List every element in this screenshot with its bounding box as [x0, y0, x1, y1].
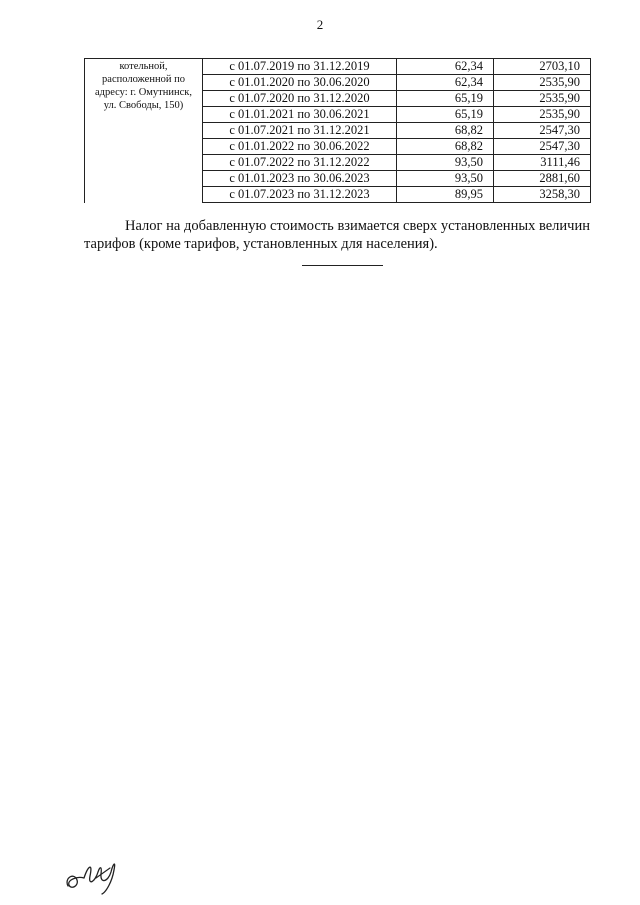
period-cell: с 01.01.2020 по 30.06.2020 [203, 75, 397, 91]
tariff-b-cell: 2547,30 [494, 123, 591, 139]
tariff-b-cell: 3258,30 [494, 187, 591, 203]
tariff-b-cell: 3111,46 [494, 155, 591, 171]
table-row [85, 59, 591, 75]
period-cell: с 01.07.2020 по 31.12.2020 [203, 91, 397, 107]
tariff-a-cell: 89,95 [397, 187, 494, 203]
tariff-b-cell: 2535,90 [494, 91, 591, 107]
end-of-document-rule [302, 265, 383, 266]
heat-source-location-label: котельной, расположенной по адресу: г. Омутнинск, ул. Свободы, 150) [85, 59, 203, 203]
tariff-a-cell: 62,34 [397, 59, 494, 75]
tariff-b-cell: 2547,30 [494, 139, 591, 155]
tariff-a-cell: 65,19 [397, 91, 494, 107]
tariff-table [84, 58, 591, 203]
handwritten-signature [62, 852, 122, 896]
vat-note: Налог на добавленную стоимость взимается сверх установленных величин тарифов (кроме тарифов, установленных для населения). [84, 217, 590, 252]
tariff-a-cell: 93,50 [397, 171, 494, 187]
tariff-a-cell: 62,34 [397, 75, 494, 91]
tariff-b-cell: 2881,60 [494, 171, 591, 187]
tariff-b-cell: 2535,90 [494, 107, 591, 123]
period-cell: с 01.01.2021 по 30.06.2021 [203, 107, 397, 123]
tariff-a-cell: 68,82 [397, 123, 494, 139]
period-cell: с 01.07.2022 по 31.12.2022 [203, 155, 397, 171]
period-cell: с 01.07.2023 по 31.12.2023 [203, 187, 397, 203]
period-cell: с 01.01.2023 по 30.06.2023 [203, 171, 397, 187]
period-cell: с 01.07.2021 по 31.12.2021 [203, 123, 397, 139]
page-number: 2 [316, 17, 324, 32]
tariff-a-cell: 65,19 [397, 107, 494, 123]
period-cell: с 01.07.2019 по 31.12.2019 [203, 59, 397, 75]
tariff-table-body [85, 59, 591, 203]
tariff-a-cell: 68,82 [397, 139, 494, 155]
tariff-b-cell: 2703,10 [494, 59, 591, 75]
tariff-b-cell: 2535,90 [494, 75, 591, 91]
period-cell: с 01.01.2022 по 30.06.2022 [203, 139, 397, 155]
tariff-a-cell: 93,50 [397, 155, 494, 171]
